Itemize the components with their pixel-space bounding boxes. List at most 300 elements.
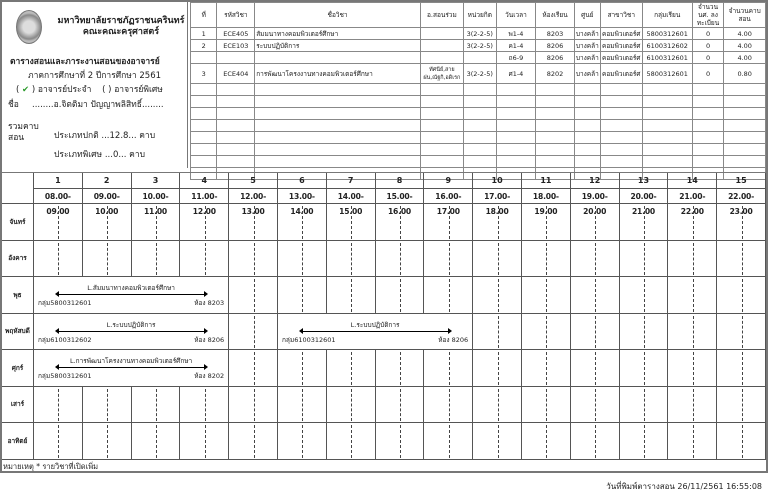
period-time: 18.00-19.00	[522, 189, 571, 204]
table-cell	[191, 84, 217, 96]
slot-divider	[58, 425, 59, 458]
column-header: วันเวลา	[496, 3, 535, 28]
slot-divider	[693, 243, 694, 276]
slot-divider	[205, 243, 206, 276]
slot-divider	[693, 316, 694, 349]
slot-divider	[254, 425, 255, 458]
table-cell	[692, 84, 724, 96]
table-cell: 5800312601	[642, 28, 692, 40]
table-cell: 0	[692, 52, 724, 64]
table-cell: คอมพิวเตอร์ศ	[602, 41, 641, 50]
table-cell	[463, 156, 496, 168]
table-cell: 0	[692, 28, 724, 40]
table-cell	[724, 108, 766, 120]
table-cell: ระบบปฏิบัติการ	[255, 40, 421, 52]
column-header: จำนวน นศ. ลงทะเบียน	[692, 3, 724, 28]
table-cell	[255, 156, 421, 168]
table-cell	[191, 52, 217, 64]
slot-divider	[254, 206, 255, 239]
slot-divider	[693, 425, 694, 458]
table-cell	[420, 52, 463, 64]
slot-divider	[58, 243, 59, 276]
slot-divider	[595, 389, 596, 422]
table-cell	[600, 156, 642, 168]
table-cell	[536, 132, 575, 144]
period-time: 15.00-16.00	[376, 189, 425, 204]
table-cell	[496, 96, 535, 108]
table-cell	[642, 120, 692, 132]
period-number: 13	[620, 173, 669, 189]
table-cell: 5800312601	[642, 64, 692, 84]
table-cell	[536, 144, 575, 156]
slot-divider	[693, 279, 694, 312]
slot-divider	[644, 352, 645, 385]
table-cell	[600, 84, 642, 96]
slot-divider	[742, 389, 743, 422]
table-cell: บางคล้า	[575, 29, 599, 38]
slot-divider	[644, 389, 645, 422]
table-cell	[496, 108, 535, 120]
table-cell: 4.00	[724, 40, 766, 52]
class-group: กลุ่ม6100312602	[38, 335, 92, 344]
slot-divider	[58, 389, 59, 422]
table-cell	[255, 52, 421, 64]
table-cell	[420, 156, 463, 168]
table-cell	[496, 144, 535, 156]
slot-divider	[693, 206, 694, 239]
class-room: ห้อง 8202	[194, 372, 225, 380]
slot-divider	[107, 389, 108, 422]
table-row	[191, 96, 766, 108]
slot-divider	[400, 352, 401, 385]
table-cell	[574, 84, 600, 96]
slot-divider	[498, 206, 499, 239]
table-cell	[255, 132, 421, 144]
table-cell	[217, 120, 255, 132]
footnote: หมายเหตุ * รายวิชาที่เปิดเพิ่ม	[3, 462, 99, 471]
class-name: L.ระบบปฏิบัติการ	[350, 320, 400, 329]
table-cell: 6100312601	[642, 52, 692, 64]
slot-divider	[595, 425, 596, 458]
class-group: กลุ่ม5800312601	[38, 299, 92, 307]
slot-divider	[498, 243, 499, 276]
class-group: กลุ่ม6100312601	[282, 335, 336, 344]
slot-divider	[400, 389, 401, 422]
slot-divider	[595, 206, 596, 239]
table-row	[191, 156, 766, 168]
slot-divider	[302, 425, 303, 458]
table-cell	[642, 156, 692, 168]
table-cell	[217, 52, 255, 64]
table-cell	[496, 156, 535, 168]
slot-divider	[107, 206, 108, 239]
table-cell	[574, 108, 600, 120]
slot-divider	[546, 389, 547, 422]
table-cell	[600, 120, 642, 132]
column-header: ชื่อวิชา	[255, 3, 421, 28]
table-cell	[574, 156, 600, 168]
class-name: L.สัมมนาทางคอมพิวเตอร์ศึกษา	[87, 284, 175, 292]
slot-divider	[400, 279, 401, 312]
table-cell: ทัศนีย์,สายฝน,ณัฐกิ,อดิเรก	[420, 64, 463, 84]
period-time: 10.00-11.00	[132, 189, 181, 204]
table-cell	[600, 108, 642, 120]
table-cell	[191, 120, 217, 132]
slot-divider	[498, 352, 499, 385]
table-cell	[191, 156, 217, 168]
column-header: สาขาวิชา	[600, 3, 642, 28]
table-cell	[191, 96, 217, 108]
slot-divider	[742, 279, 743, 312]
table-cell	[692, 120, 724, 132]
slot-divider	[644, 425, 645, 458]
slot-divider	[644, 316, 645, 349]
slot-divider	[254, 352, 255, 385]
table-cell	[463, 52, 496, 64]
column-header: หน่วยกิต	[463, 3, 496, 28]
table-cell	[574, 132, 600, 144]
column-header: อ.สอนร่วม	[420, 3, 463, 28]
slot-divider	[449, 389, 450, 422]
slot-divider	[498, 389, 499, 422]
table-cell	[574, 120, 600, 132]
table-cell	[463, 108, 496, 120]
class-room: ห้อง 8203	[194, 299, 225, 307]
table-cell	[642, 108, 692, 120]
slot-divider	[498, 279, 499, 312]
slot-divider	[156, 243, 157, 276]
column-header: ศูนย์	[574, 3, 600, 28]
table-cell	[692, 96, 724, 108]
slot-divider	[595, 316, 596, 349]
table-cell	[463, 84, 496, 96]
slot-divider	[595, 352, 596, 385]
table-cell: คอมพิวเตอร์ศ	[600, 64, 642, 84]
university-name	[56, 16, 186, 38]
slot-divider	[546, 316, 547, 349]
table-cell	[536, 108, 575, 120]
table-cell	[217, 84, 255, 96]
table-row	[191, 84, 766, 96]
slot-divider	[254, 279, 255, 312]
slot-divider	[546, 352, 547, 385]
slot-divider	[302, 352, 303, 385]
name-label: ชื่อ	[8, 100, 19, 110]
table-cell: 8202	[536, 64, 575, 84]
table-cell: คอมพิวเตอร์ศ	[602, 29, 641, 38]
slot-divider	[742, 352, 743, 385]
period-time: 19.00-20.00	[571, 189, 620, 204]
table-cell: 3	[191, 64, 217, 84]
slot-divider	[107, 425, 108, 458]
table-cell	[600, 132, 642, 144]
duration-arrow-icon	[58, 331, 204, 332]
table-cell	[217, 108, 255, 120]
slot-divider	[449, 279, 450, 312]
period-time: 09.00-10.00	[83, 189, 132, 204]
slot-divider	[595, 243, 596, 276]
slot-divider	[693, 352, 694, 385]
table-cell	[496, 132, 535, 144]
semester: ภาคการศึกษาที่ 2 ปีการศึกษา 2561	[28, 71, 162, 81]
table-row	[191, 28, 766, 40]
table-cell: ECE404	[217, 64, 255, 84]
slot-divider	[449, 425, 450, 458]
period-number: 4	[180, 173, 229, 189]
slot-divider	[498, 316, 499, 349]
table-cell	[255, 84, 421, 96]
table-cell: ECE103	[217, 40, 255, 52]
table-cell	[420, 144, 463, 156]
period-time: 20.00-21.00	[620, 189, 669, 204]
class-group: กลุ่ม5800312601	[38, 372, 92, 380]
column-header: รหัสวิชา	[217, 3, 255, 28]
slot-divider	[400, 206, 401, 239]
table-cell	[642, 144, 692, 156]
page-title: ตารางสอนและภาระงานสอนของอาจารย์	[10, 57, 160, 67]
table-cell: 6100312602	[642, 40, 692, 52]
table-cell: สัมมนาทางคอมพิวเตอร์ศึกษา	[255, 28, 421, 40]
duration-arrow-icon	[58, 294, 204, 295]
slot-divider	[742, 425, 743, 458]
duration-arrow-icon	[58, 367, 204, 368]
table-cell: 0	[692, 40, 724, 52]
table-row	[191, 40, 766, 52]
slot-divider	[546, 243, 547, 276]
table-cell	[217, 156, 255, 168]
table-cell: 0	[692, 64, 724, 84]
class-name: L.ระบบปฏิบัติการ	[106, 320, 156, 329]
table-cell	[496, 84, 535, 96]
slot-divider	[351, 243, 352, 276]
slot-divider	[254, 243, 255, 276]
table-cell	[724, 144, 766, 156]
day-label: พฤหัสบดี	[2, 314, 34, 351]
period-number: 14	[668, 173, 717, 189]
class-block[interactable]	[34, 350, 229, 387]
table-cell	[536, 84, 575, 96]
table-cell	[255, 108, 421, 120]
period-number: 15	[717, 173, 766, 189]
period-time: 14.00-15.00	[327, 189, 376, 204]
day-label: เสาร์	[2, 387, 34, 424]
table-cell	[463, 144, 496, 156]
period-time: 13.00-14.00	[278, 189, 327, 204]
slot-divider	[107, 243, 108, 276]
period-time: 11.00-12.00	[180, 189, 229, 204]
table-cell	[420, 120, 463, 132]
table-cell: 3(2-2-5)	[463, 64, 496, 84]
table-cell: บางคล้า	[575, 53, 599, 62]
table-cell	[191, 108, 217, 120]
table-cell: บางคล้า	[575, 41, 599, 50]
duration-arrow-icon	[302, 331, 448, 332]
table-cell	[574, 96, 600, 108]
slot-divider	[693, 389, 694, 422]
table-row	[191, 108, 766, 120]
day-label: อาทิตย์	[2, 423, 34, 460]
table-cell: ศ1-4	[496, 64, 535, 84]
table-row	[191, 64, 766, 84]
slot-divider	[644, 279, 645, 312]
slot-divider	[254, 389, 255, 422]
table-cell: 1	[191, 28, 217, 40]
teacher-name: ........อ.จิตติมา ปัญญาพลิสิทธิ์........	[32, 100, 164, 110]
slot-divider	[546, 425, 547, 458]
column-header: กลุ่มเรียน	[642, 3, 692, 28]
table-cell	[692, 144, 724, 156]
slot-divider	[742, 206, 743, 239]
slot-divider	[449, 352, 450, 385]
class-room: ห้อง 8206	[194, 335, 225, 344]
table-cell: ค1-4	[496, 40, 535, 52]
slot-divider	[644, 206, 645, 239]
period-time: 21.00-22.00	[668, 189, 717, 204]
table-cell	[191, 144, 217, 156]
period-number: 6	[278, 173, 327, 189]
table-row	[191, 132, 766, 144]
table-cell	[536, 120, 575, 132]
slot-divider	[400, 243, 401, 276]
table-cell	[536, 96, 575, 108]
table-cell	[463, 132, 496, 144]
table-cell: 0.80	[724, 64, 766, 84]
period-number: 5	[229, 173, 278, 189]
class-block[interactable]	[34, 314, 229, 351]
period-number: 9	[424, 173, 473, 189]
table-cell	[420, 96, 463, 108]
table-cell: 4.00	[724, 28, 766, 40]
slot-divider	[302, 279, 303, 312]
class-block[interactable]	[34, 277, 229, 314]
table-row	[191, 144, 766, 156]
period-number: 1	[34, 173, 83, 189]
table-cell	[420, 84, 463, 96]
day-label: อังคาร	[2, 241, 34, 278]
slot-divider	[351, 425, 352, 458]
table-row	[191, 52, 766, 64]
table-cell: ถ6-9	[496, 52, 535, 64]
table-cell: ECE405	[217, 28, 255, 40]
table-cell	[574, 144, 600, 156]
type-special: อาจารย์พิเศษ	[114, 85, 163, 95]
table-cell	[217, 96, 255, 108]
table-cell: 8203	[536, 28, 575, 40]
table-cell: 2	[191, 40, 217, 52]
column-header: ห้องเรียน	[536, 3, 575, 28]
table-cell	[217, 132, 255, 144]
table-cell	[255, 120, 421, 132]
slot-divider	[302, 243, 303, 276]
slot-divider	[644, 243, 645, 276]
slot-divider	[449, 243, 450, 276]
table-cell: พ1-4	[496, 28, 535, 40]
period-time: 12.00-13.00	[229, 189, 278, 204]
slot-divider	[351, 389, 352, 422]
slot-divider	[156, 425, 157, 458]
table-cell	[420, 108, 463, 120]
table-row	[191, 120, 766, 132]
weekly-schedule-grid	[2, 172, 766, 459]
slot-divider	[302, 206, 303, 239]
table-cell: 4.00	[724, 52, 766, 64]
table-cell	[420, 28, 463, 40]
day-label: ศุกร์	[2, 350, 34, 387]
slot-divider	[546, 206, 547, 239]
teacher-info-panel	[2, 2, 188, 168]
teacher-type: ( ✔ ) อาจารย์ประจำ ( ) อาจารย์พิเศษ	[16, 85, 163, 95]
total-label: รวมคาบสอน	[8, 122, 39, 143]
class-block[interactable]	[278, 314, 473, 351]
slot-divider	[595, 279, 596, 312]
table-cell: 3(2-2-5)	[463, 28, 496, 40]
course-table	[190, 2, 766, 180]
slot-divider	[546, 279, 547, 312]
table-cell	[191, 132, 217, 144]
slot-divider	[302, 389, 303, 422]
slot-divider	[156, 389, 157, 422]
period-number: 12	[571, 173, 620, 189]
table-cell	[692, 156, 724, 168]
day-label: จันทร์	[2, 204, 34, 241]
table-cell	[536, 156, 575, 168]
print-timestamp: วันที่พิมพ์ตารางสอน 26/11/2561 16:55:08	[606, 482, 762, 491]
slot-divider	[351, 279, 352, 312]
class-name: L.การพัฒนาโครงงานทางคอมพิวเตอร์ศึกษา	[69, 357, 193, 365]
column-header: ที่	[191, 3, 217, 28]
period-number: 2	[83, 173, 132, 189]
university-label: มหาวิทยาลัยราชภัฏราชนครินทร์	[57, 16, 185, 26]
period-time: 08.00-09.00	[34, 189, 83, 204]
table-cell	[496, 120, 535, 132]
slot-divider	[254, 316, 255, 349]
type-regular: อาจารย์ประจำ	[37, 85, 92, 95]
slot-divider	[205, 206, 206, 239]
table-cell	[420, 132, 463, 144]
table-cell	[255, 96, 421, 108]
period-time: 17.00-18.00	[473, 189, 522, 204]
checkmark-icon: ✔	[22, 85, 30, 95]
table-cell: 3(2-2-5)	[463, 40, 496, 52]
table-cell	[724, 96, 766, 108]
regular-hours: ประเภทปกติ ...12.8... คาบ	[54, 131, 156, 141]
grid-corner	[2, 173, 34, 204]
table-cell: บางคล้า	[574, 64, 600, 84]
table-cell	[642, 96, 692, 108]
column-header: จำนวนคาบสอน	[724, 3, 766, 28]
slot-divider	[742, 243, 743, 276]
slot-divider	[400, 425, 401, 458]
table-cell	[724, 132, 766, 144]
table-cell	[217, 144, 255, 156]
table-cell	[692, 132, 724, 144]
table-cell	[600, 96, 642, 108]
table-cell	[642, 132, 692, 144]
table-cell	[600, 144, 642, 156]
table-cell	[724, 156, 766, 168]
table-cell	[724, 84, 766, 96]
table-cell	[420, 40, 463, 52]
table-cell: การพัฒนาโครงงานทางคอมพิวเตอร์ศึกษา	[255, 64, 421, 84]
table-cell	[463, 96, 496, 108]
table-cell: คอมพิวเตอร์ศ	[602, 53, 641, 62]
table-cell	[642, 84, 692, 96]
period-number: 10	[473, 173, 522, 189]
slot-divider	[58, 206, 59, 239]
slot-divider	[205, 425, 206, 458]
special-hours: ประเภทพิเศษ ...0... คาบ	[54, 150, 146, 160]
day-label: พุธ	[2, 277, 34, 314]
